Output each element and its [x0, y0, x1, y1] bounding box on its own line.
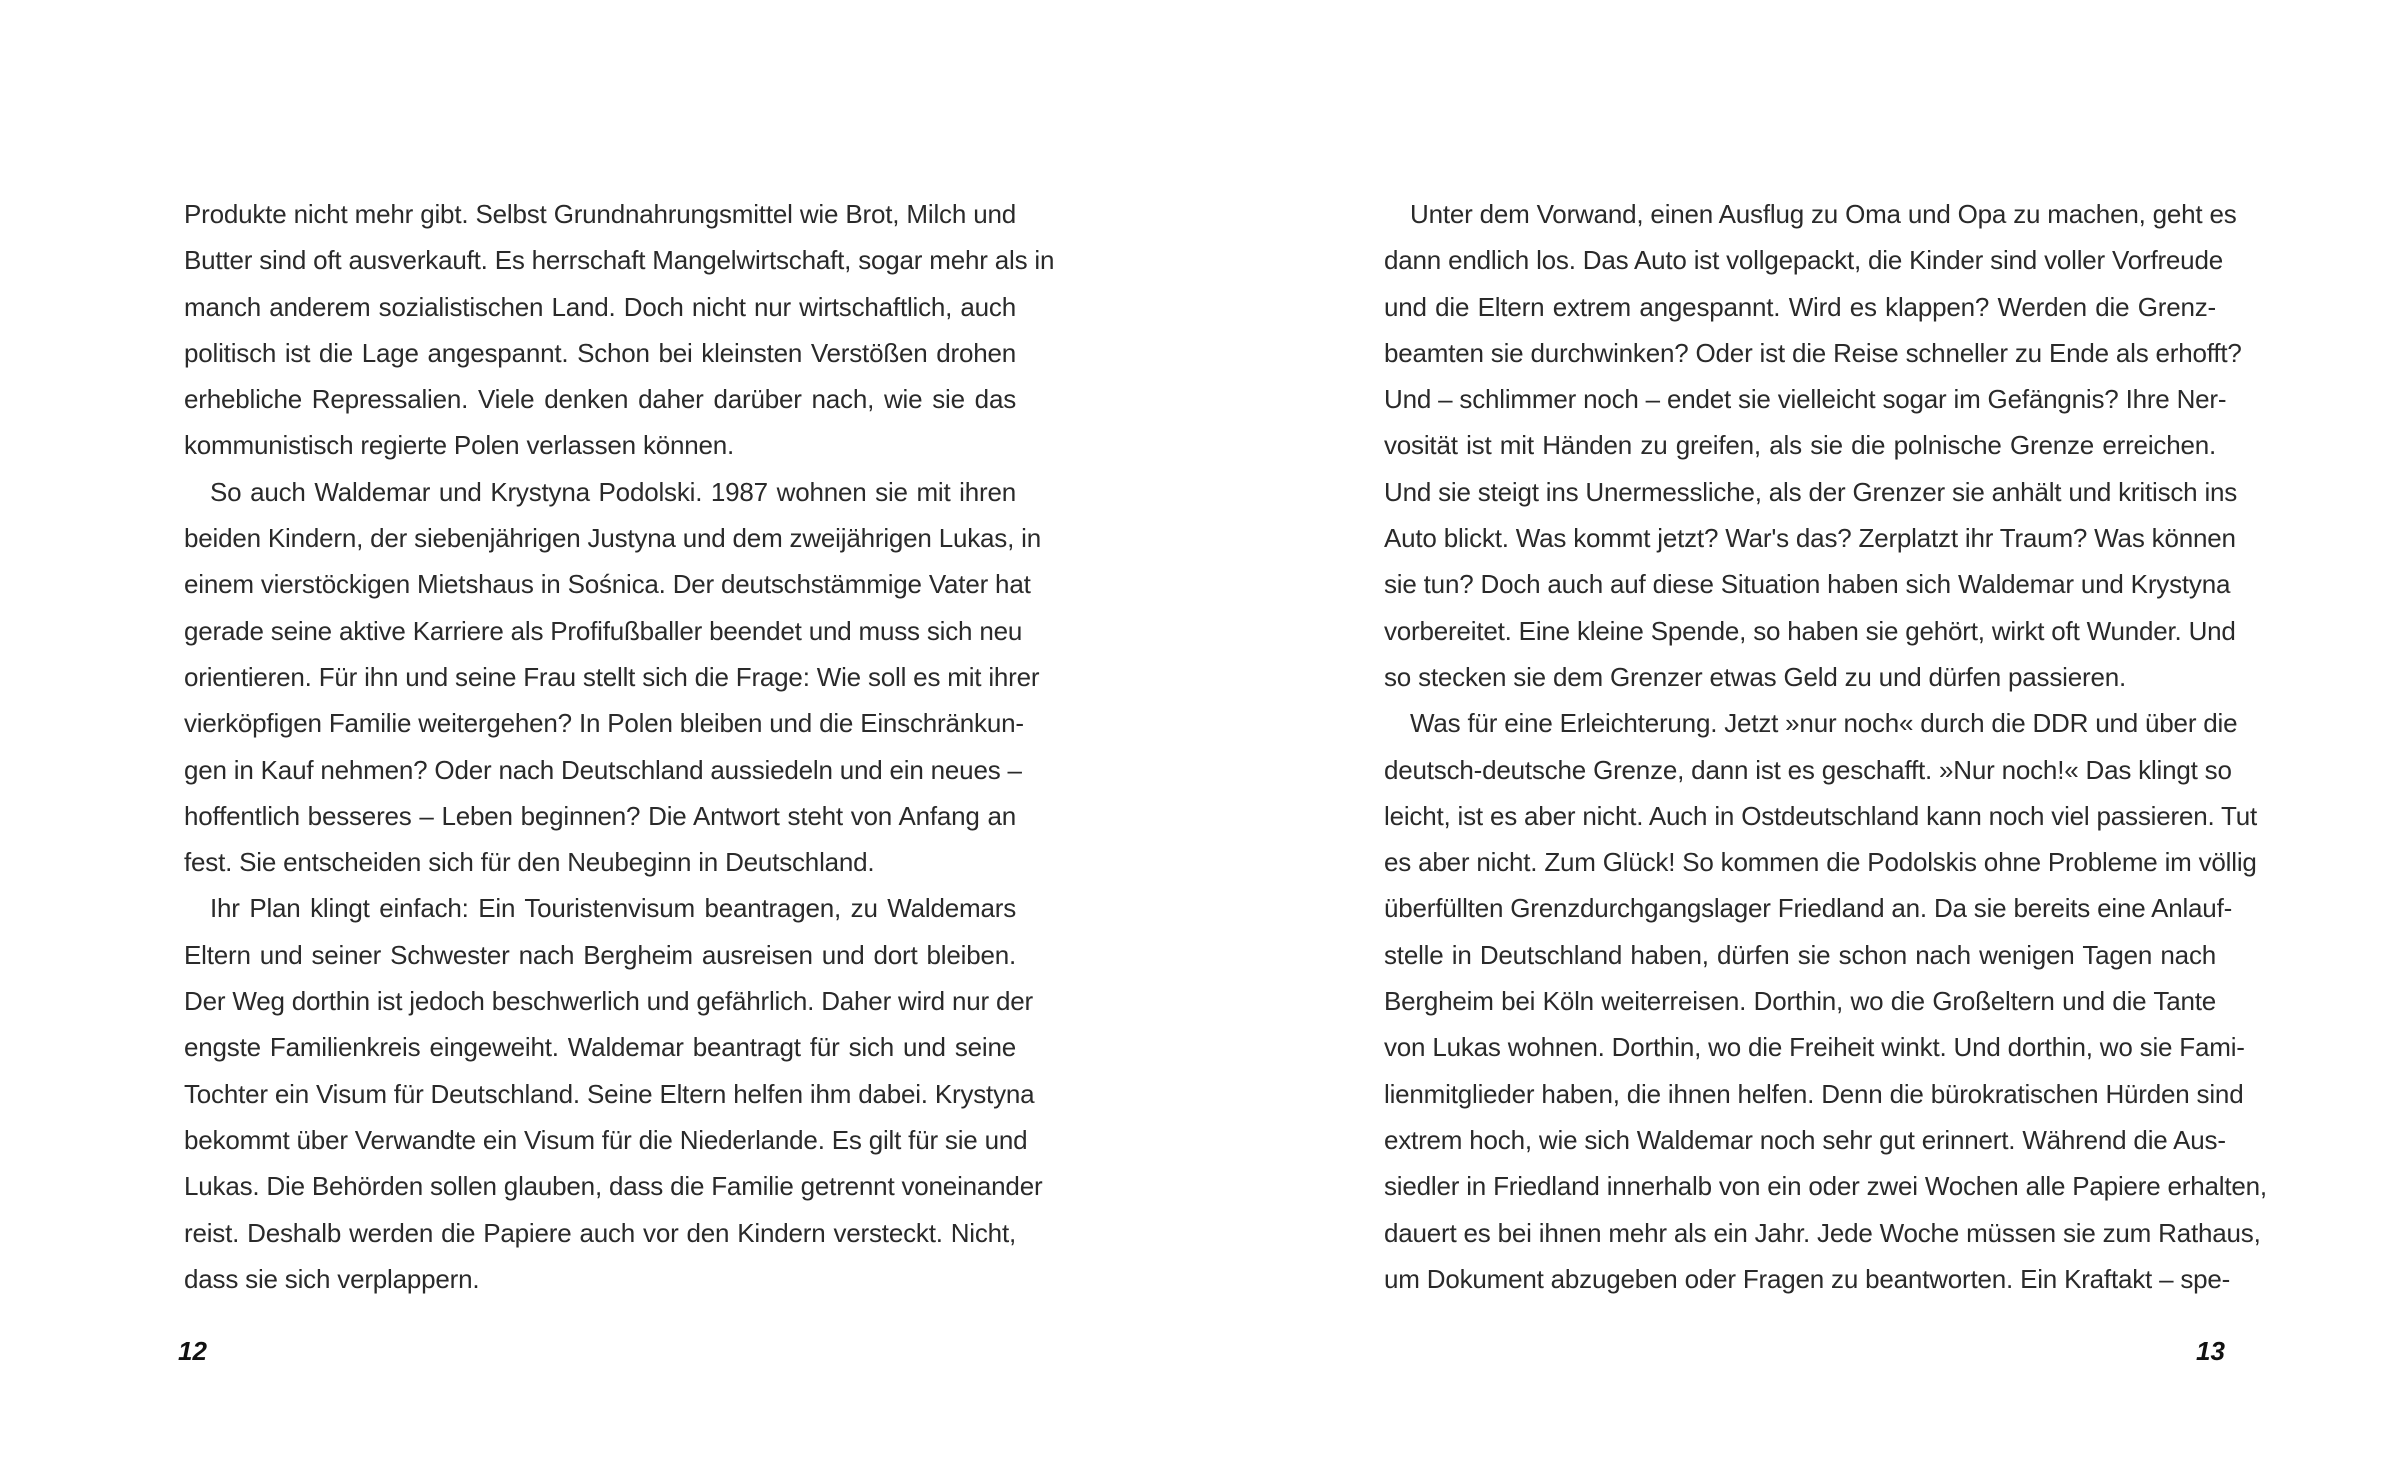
- text-line: Ihr Plan klingt einfach: Ein Touristenvisum beantragen, zu Waldemars: [210, 893, 1016, 924]
- text-line: siedler in Friedland innerhalb von ein oder zwei Wochen alle Papiere erhalten,: [1384, 1171, 2267, 1202]
- text-line: Produkte nicht mehr gibt. Selbst Grundnahrungsmittel wie Brot, Milch und: [184, 199, 1016, 229]
- text-line: reist. Deshalb werden die Papiere auch vor den Kindern versteckt. Nicht,: [184, 1217, 1016, 1248]
- text-line: orientieren. Für ihn und seine Frau stellt sich die Frage: Wie soll es mit ihrer: [184, 661, 1040, 692]
- text-line: von Lukas wohnen. Dorthin, wo die Freiheit winkt. Und dorthin, wo sie Fami-: [1384, 1032, 2245, 1063]
- text-line: um Dokument abzugeben oder Fragen zu beantworten. Ein Kraftakt – spe-: [1384, 1263, 2231, 1294]
- text-line: Unter dem Vorwand, einen Ausflug zu Oma und Opa zu machen, geht es: [1410, 199, 2237, 229]
- left-page-text: [184, 191, 1055, 1302]
- text-line: so stecken sie dem Grenzer etwas Geld zu und dürfen passieren.: [1384, 661, 2126, 692]
- text-line: kommunistisch regierte Polen verlassen können.: [184, 430, 735, 461]
- text-line: Tochter ein Visum für Deutschland. Seine Eltern helfen ihm dabei. Krystyna: [184, 1078, 1035, 1109]
- text-line: überfüllten Grenzdurchgangslager Friedland an. Da sie bereits eine Anlauf-: [1384, 893, 2233, 924]
- text-line: dann endlich los. Das Auto ist vollgepackt, die Kinder sind voller Vorfreude: [1384, 245, 2223, 276]
- text-line: gen in Kauf nehmen? Oder nach Deutschland aussiedeln und ein neues –: [184, 754, 1022, 785]
- text-line: So auch Waldemar und Krystyna Podolski. 1987 wohnen sie mit ihren: [210, 476, 1016, 507]
- text-line: lienmitglieder haben, die ihnen helfen. Denn die bürokratischen Hürden sind: [1384, 1078, 2244, 1109]
- text-line: es aber nicht. Zum Glück! So kommen die Podolskis ohne Probleme im völlig: [1384, 847, 2257, 878]
- text-line: politisch ist die Lage angespannt. Schon bei kleinsten Verstößen drohen: [184, 337, 1016, 368]
- text-line: dass sie sich verplappern.: [184, 1263, 480, 1294]
- text-line: leicht, ist es aber nicht. Auch in Ostdeutschland kann noch viel passieren. Tut: [1384, 800, 2258, 831]
- text-line: erhebliche Repressalien. Viele denken daher darüber nach, wie sie das: [184, 384, 1016, 415]
- text-line: bekommt über Verwandte ein Visum für die Niederlande. Es gilt für sie und: [184, 1124, 1028, 1155]
- text-line: Bergheim bei Köln weiterreisen. Dorthin, wo die Großeltern und die Tante: [1384, 986, 2216, 1017]
- text-line: Und sie steigt ins Unermessliche, als der Grenzer sie anhält und kritisch ins: [1384, 476, 2238, 507]
- text-line: deutsch-deutsche Grenze, dann ist es geschafft. »Nur noch!« Das klingt so: [1384, 754, 2232, 785]
- text-line: sie tun? Doch auch auf diese Situation haben sich Waldemar und Krystyna: [1384, 569, 2231, 600]
- text-line: Butter sind oft ausverkauft. Es herrschaft Mangelwirtschaft, sogar mehr als in: [184, 245, 1055, 276]
- text-line: Eltern und seiner Schwester nach Bergheim ausreisen und dort bleiben.: [184, 939, 1016, 970]
- text-line: Lukas. Die Behörden sollen glauben, dass die Familie getrennt voneinander: [184, 1171, 1043, 1202]
- text-line: fest. Sie entscheiden sich für den Neubeginn in Deutschland.: [184, 847, 875, 878]
- text-line: stelle in Deutschland haben, dürfen sie schon nach wenigen Tagen nach: [1384, 939, 2216, 970]
- text-line: beamten sie durchwinken? Oder ist die Reise schneller zu Ende als erhofft?: [1384, 337, 2242, 368]
- text-line: gerade seine aktive Karriere als Profifußballer beendet und muss sich neu: [184, 615, 1023, 646]
- text-line: vorbereitet. Eine kleine Spende, so haben sie gehört, wirkt oft Wunder. Und: [1384, 615, 2236, 646]
- text-line: manch anderem sozialistischen Land. Doch nicht nur wirtschaftlich, auch: [184, 291, 1016, 322]
- text-line: einem vierstöckigen Mietshaus in Sośnica. Der deutschstämmige Vater hat: [184, 569, 1031, 600]
- text-line: Und – schlimmer noch – endet sie vielleicht sogar im Gefängnis? Ihre Ner-: [1384, 384, 2227, 415]
- text-line: vierköpfigen Familie weitergehen? In Polen bleiben und die Einschränkun-: [184, 708, 1024, 739]
- text-line: und die Eltern extrem angespannt. Wird es klappen? Werden die Grenz-: [1384, 291, 2216, 322]
- text-line: extrem hoch, wie sich Waldemar noch sehr gut erinnert. Während die Aus-: [1384, 1124, 2226, 1155]
- text-line: hoffentlich besseres – Leben beginnen? Die Antwort steht von Anfang an: [184, 800, 1016, 831]
- text-line: Der Weg dorthin ist jedoch beschwerlich und gefährlich. Daher wird nur der: [184, 986, 1033, 1017]
- text-line: dauert es bei ihnen mehr als ein Jahr. Jede Woche müssen sie zum Rathaus,: [1384, 1217, 2261, 1248]
- text-line: Was für eine Erleichterung. Jetzt »nur noch« durch die DDR und über die: [1410, 708, 2238, 739]
- text-line: Auto blickt. Was kommt jetzt? War's das? Zerplatzt ihr Traum? Was können: [1384, 523, 2236, 554]
- text-line: vosität ist mit Händen zu greifen, als sie die polnische Grenze erreichen.: [1384, 430, 2216, 461]
- page-number-left: 12: [178, 1336, 207, 1366]
- text-line: beiden Kindern, der siebenjährigen Justyna und dem zweijährigen Lukas, in: [184, 523, 1041, 554]
- right-page-text: [1384, 191, 2267, 1302]
- page-number-right: 13: [2196, 1336, 2225, 1366]
- text-line: engste Familienkreis eingeweiht. Waldemar beantragt für sich und seine: [184, 1032, 1016, 1063]
